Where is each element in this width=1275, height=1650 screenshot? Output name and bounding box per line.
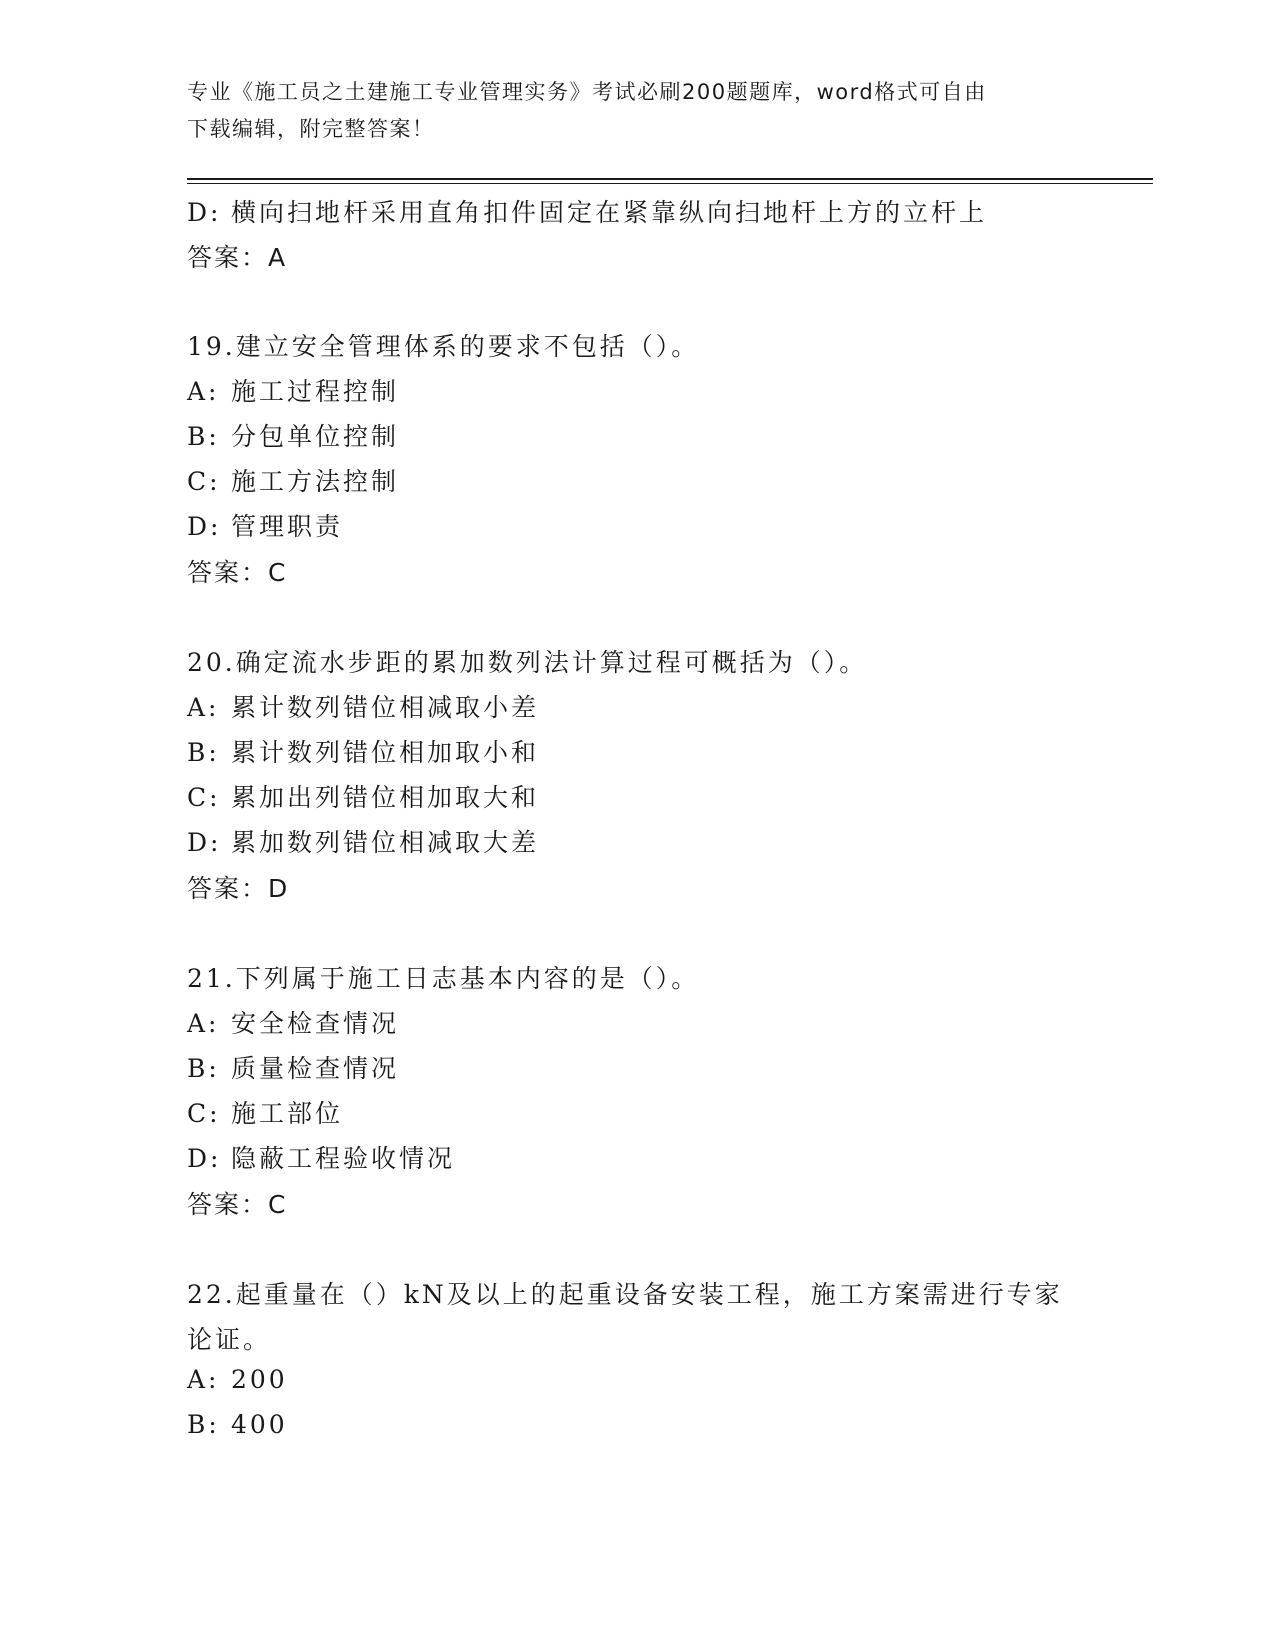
question-20-option-a: A: 累计数列错位相减取小差 xyxy=(187,693,540,722)
question-22-option-b: B: 400 xyxy=(187,1410,288,1439)
question-20-option-c: C: 累加出列错位相加取大和 xyxy=(187,783,540,812)
question-20-stem: 20.确定流水步距的累加数列法计算过程可概括为（）。 xyxy=(187,648,868,677)
question-21-option-d: D: 隐蔽工程验收情况 xyxy=(187,1144,456,1173)
question-22-option-a: A: 200 xyxy=(187,1365,288,1394)
header-line-2: 下载编辑，附完整答案！ xyxy=(187,117,435,141)
question-20-option-d: D: 累加数列错位相减取大差 xyxy=(187,828,540,857)
question-21-stem: 21.下列属于施工日志基本内容的是（）。 xyxy=(187,964,700,993)
question-19-answer: 答案：C xyxy=(187,558,288,587)
question-19-option-d: D: 管理职责 xyxy=(187,512,344,541)
answer-prev: 答案：A xyxy=(187,243,288,272)
header-line-1: 专业《施工员之土建施工专业管理实务》考试必刷200题题库，word格式可自由 xyxy=(187,80,987,104)
option-d-prev: D: 横向扫地杆采用直角扣件固定在紧靠纵向扫地杆上方的立杆上 xyxy=(187,198,988,227)
header-divider xyxy=(187,178,1153,180)
question-20-answer: 答案：D xyxy=(187,874,290,903)
question-21-option-a: A: 安全检查情况 xyxy=(187,1009,400,1038)
question-19-option-c: C: 施工方法控制 xyxy=(187,467,400,496)
question-21-answer: 答案：C xyxy=(187,1190,288,1219)
header-divider-thin xyxy=(187,183,1153,184)
document-header xyxy=(187,74,1087,148)
question-21-option-b: B: 质量检查情况 xyxy=(187,1054,400,1083)
question-19-option-b: B: 分包单位控制 xyxy=(187,422,400,451)
question-19-option-a: A: 施工过程控制 xyxy=(187,377,400,406)
question-21-option-c: C: 施工部位 xyxy=(187,1099,344,1128)
question-20-option-b: B: 累计数列错位相加取小和 xyxy=(187,738,540,767)
question-22-stem-line-2: 论证。 xyxy=(187,1325,272,1354)
question-22-stem-line-1: 22.起重量在（）kN及以上的起重设备安装工程，施工方案需进行专家 xyxy=(187,1280,1063,1309)
question-19-stem: 19.建立安全管理体系的要求不包括（）。 xyxy=(187,332,700,361)
